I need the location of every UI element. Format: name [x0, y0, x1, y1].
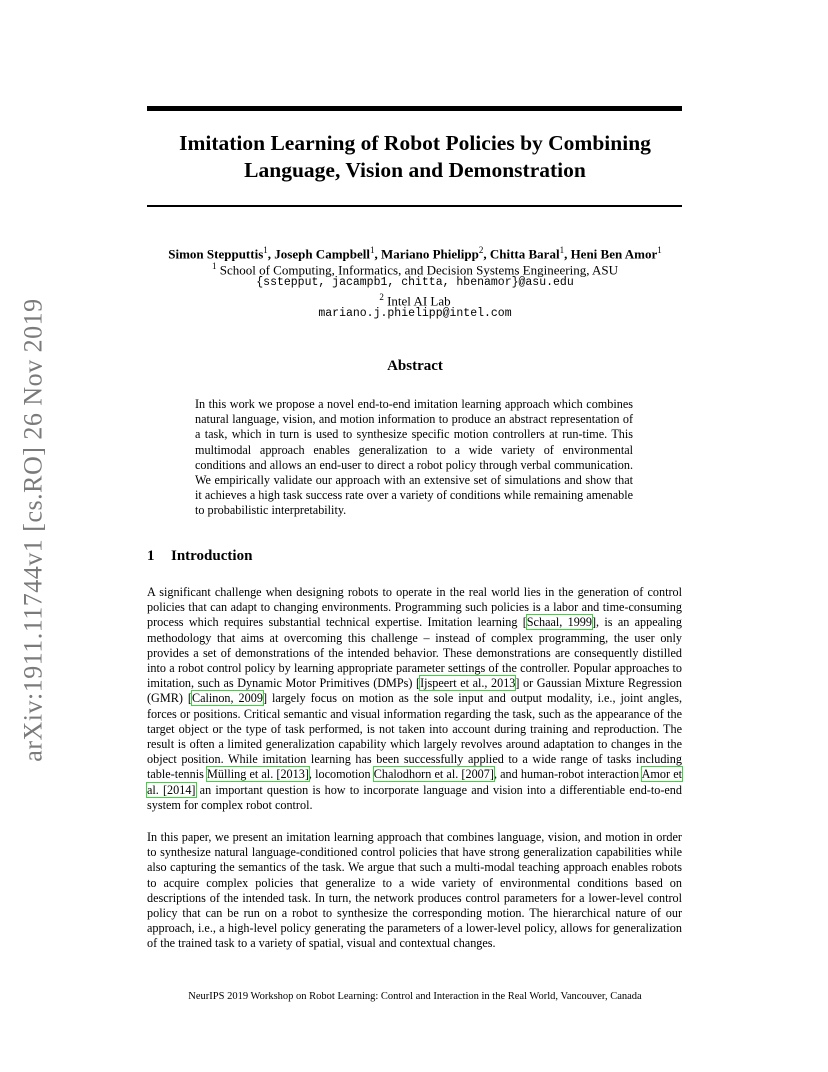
paragraph-text: ], is an appealing methodology that aims at overcoming this challenge – instead of complex programming, the user only provides a set of demonstrations of the intended behavior. These demonstrations are consequently distilled into a robot control policy by learning appropriate parameter settings of the controller. Popular approaches to imitation, such as Dynamic Motor Primitives (DMPs) [	[147, 615, 682, 691]
intro-paragraph-1	[147, 585, 682, 813]
author-mark: 1	[369, 245, 375, 255]
paragraph-text: ] largely focus on motion as the sole input and output modality, i.e., joint angles, forces or positions. Critical semantic and visual information regarding the task, such as the appearance of the target object or the type of task performed, is not taken into account during training and reproduction. The result is often a limited generalization capability which largely revolves around adaptation to changes in the object position. While imitation learning has been successfully applied to a wide range of tasks including table-tennis	[147, 691, 683, 782]
intro-paragraph-2: In this paper, we present an imitation learning approach that combines language, vision, and motion in order to synthesize natural language-conditioned control policies that have strong generalization capabilities while also capturing the semantics of the task. We argue that such a multi-modal teaching approach enables robots to acquire complex policies that generalize to a wide variety of environmental conditions based on descriptions of the intended task. In turn, the network produces control parameters for a lower-level control policy that can be run on a robot to synthesize the corresponding motion. The hierarchical nature of our approach, i.e., a high-level policy generating the parameters of a lower-level policy, allows for generalization of the trained task to a variety of spatial, visual and contextual changes.	[147, 830, 682, 951]
citation-link[interactable]: Calinon, 2009	[191, 691, 263, 706]
affiliation-text: School of Computing, Informatics, and Decision Systems Engineering, ASU	[219, 262, 618, 278]
author-name: Joseph Campbell	[274, 246, 370, 262]
citation-link[interactable]: Amor et al. [2014]	[147, 767, 682, 797]
paragraph-text: , and human-robot interaction	[493, 767, 642, 782]
citation-link[interactable]: Mülling et al. [2013]	[207, 767, 309, 782]
affiliation-email-asu: {sstepput, jacampb1, chitta, hbenamor}@asu.edu	[256, 276, 574, 289]
author-name: Mariano Phielipp	[380, 246, 479, 262]
arxiv-stamp-text: arXiv:1911.11744v1 [cs.RO] 26 Nov 2019	[19, 298, 48, 762]
abstract-body: In this work we propose a novel end-to-end imitation learning approach which combines natural language, vision, and motion information to produce an abstract representation of a task, which in turn is used to synthesize specific motion controllers at run-time. This multimodal approach enables generalization to a wide variety of environmental conditions and allows an end-user to direct a robot policy through verbal communication. We empirically validate our approach with an extensive set of simulations and show that it achieves a high task success rate over a variety of conditions while remaining amenable to probabilistic interpretability.	[195, 397, 633, 518]
paragraph-text: A significant challenge when designing robots to operate in the real world lies in the generation of control policies that can adapt to changing environments. Programming such policies is a labor and time-consuming process which requires substantial technical expertise. Imitation learning [	[147, 585, 682, 630]
citation-link[interactable]: Ijspeert et al., 2013	[420, 676, 516, 691]
author-mark: 2	[478, 245, 484, 255]
author-mark: 1	[559, 245, 565, 255]
author-mark: 1	[657, 245, 662, 255]
affiliation-email-intel: mariano.j.phielipp@intel.com	[318, 307, 512, 320]
paragraph-text: an important question is how to incorporate language and vision into a differentiable end-to-end system for complex robot control.	[147, 782, 682, 812]
paper-title	[120, 130, 710, 184]
affiliation-mark: 1	[211, 261, 217, 271]
citation-link[interactable]: Chalodhorn et al. [2007]	[373, 767, 494, 782]
section-title: Introduction	[171, 548, 253, 564]
author-name: Heni Ben Amor	[570, 246, 658, 262]
title-rule-top	[147, 106, 682, 111]
affiliation-text: Intel AI Lab	[387, 293, 451, 309]
title-line-1: Imitation Learning of Robot Policies by Combining	[179, 131, 651, 155]
paragraph-text: , locomotion	[308, 767, 374, 782]
abstract-heading: Abstract	[387, 358, 443, 374]
paragraph-text: ] or Gaussian Mixture Regression (GMR) [	[147, 676, 682, 706]
title-line-2: Language, Vision and Demonstration	[244, 158, 586, 182]
author-list: Simon Stepputtis$^1$, Joseph Campbell$^1$, Mariano Phielipp$^2$, Chitta Baral$^1$, Heni Ben Amor$^1$	[168, 245, 662, 262]
title-rule-bottom	[147, 205, 682, 207]
section-number: 1	[147, 548, 155, 564]
page-footer: NeurIPS 2019 Workshop on Robot Learning: Control and Interaction in the Real World, Vancouver, Canada	[188, 991, 642, 1002]
author-name: Chitta Baral	[489, 246, 560, 262]
affiliation-mark: 2	[379, 292, 384, 302]
section-heading	[147, 548, 682, 565]
author-mark: 1	[263, 245, 268, 255]
citation-link[interactable]: Schaal, 1999	[526, 615, 592, 630]
author-name: Simon Stepputtis	[168, 246, 264, 262]
arxiv-stamp	[12, 270, 56, 790]
